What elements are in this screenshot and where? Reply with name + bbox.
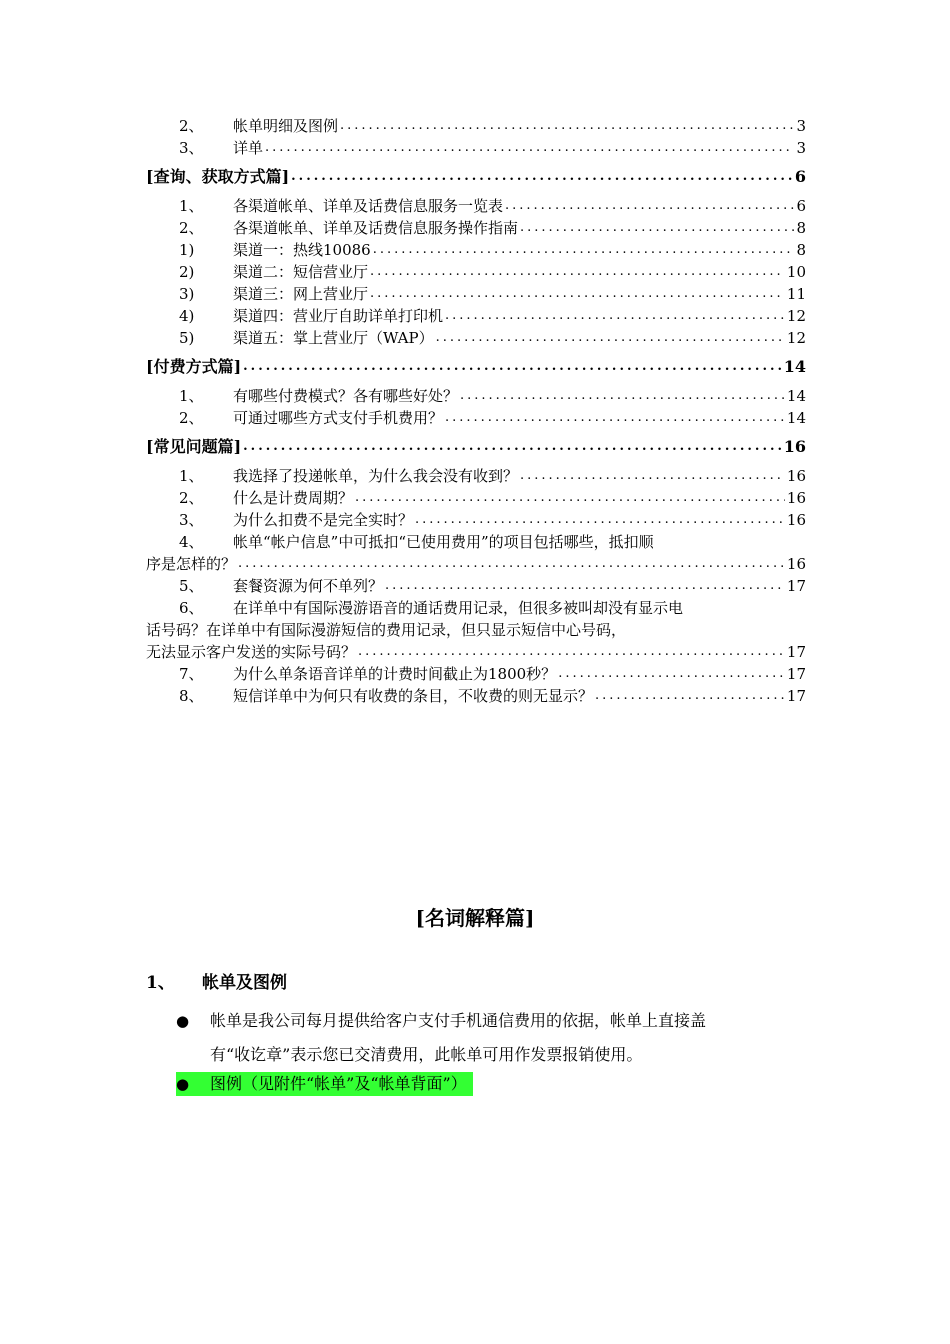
toc-row[interactable]: 4) 渠道四：营业厅自助详单打印机 ..... 12 <box>146 305 806 327</box>
toc-row[interactable]: 3) 渠道三：网上营业厅 ..... 11 <box>146 283 806 305</box>
table-of-contents <box>146 115 806 707</box>
toc-row[interactable]: 5、 套餐资源为何不单列？ ..... 17 <box>146 575 806 597</box>
toc-row-continuation[interactable]: 序是怎样的？ ..... 16 <box>146 553 806 575</box>
toc-section-heading[interactable]: [常见问题篇] ..... 16 <box>146 435 806 459</box>
toc-row[interactable]: 2) 渠道二：短信营业厅 ..... 10 <box>146 261 806 283</box>
list-item <box>176 1072 808 1096</box>
highlighted-text: ●图例（见附件“帐单”及“帐单背面”） <box>176 1072 473 1096</box>
toc-row[interactable]: 8、 短信详单中为何只有收费的条目，不收费的则无显示？ ..... 17 <box>146 685 806 707</box>
list-item: ● 帐单是我公司每月提供给客户支付手机通信费用的依据，帐单上直接盖 <box>176 1004 808 1038</box>
toc-row[interactable]: 1、 我选择了投递帐单，为什么我会没有收到？ ..... 16 <box>146 465 806 487</box>
toc-row[interactable]: 3、 详单 ..... 3 <box>146 137 806 159</box>
toc-row-multiline[interactable]: 6、 在详单中有国际漫游语音的通话费用记录，但很多被叫却没有显示电 <box>179 599 684 617</box>
bullet-icon <box>176 1004 210 1038</box>
toc-row[interactable]: 2、 什么是计费周期？ ..... 16 <box>146 487 806 509</box>
subsection-heading: 1、 帐单及图例 <box>146 973 287 993</box>
list-item-continuation: 有“收讫章”表示您已交清费用，此帐单可用作发票报销使用。 <box>210 1045 643 1064</box>
toc-row[interactable]: 1、 各渠道帐单、详单及话费信息服务一览表 ..... 6 <box>146 195 806 217</box>
toc-row[interactable]: 1) 渠道一：热线10086 ..... 8 <box>146 239 806 261</box>
toc-row[interactable]: 5) 渠道五：掌上营业厅（WAP） ..... 12 <box>146 327 806 349</box>
toc-row[interactable]: 3、 为什么扣费不是完全实时？ ..... 16 <box>146 509 806 531</box>
toc-row[interactable]: 1、 有哪些付费模式？各有哪些好处？ ..... 14 <box>146 385 806 407</box>
toc-row-multiline[interactable]: 4、 帐单“帐户信息”中可抵扣“已使用费用”的项目包括哪些，抵扣顺 <box>179 533 654 551</box>
bullet-icon <box>176 1072 210 1096</box>
toc-section-heading[interactable]: [付费方式篇] ..... 14 <box>146 355 806 379</box>
toc-row-continuation: 话号码？在详单中有国际漫游短信的费用记录，但只显示短信中心号码， <box>146 621 627 639</box>
section-title: [名词解释篇] <box>415 906 535 930</box>
toc-row-continuation[interactable]: 无法显示客户发送的实际号码？ ..... 17 <box>146 641 806 663</box>
toc-row[interactable]: 7、 为什么单条语音详单的计费时间截止为1800秒？ ..... 17 <box>146 663 806 685</box>
toc-section-heading[interactable]: [查询、获取方式篇] ..... 6 <box>146 165 806 189</box>
toc-row[interactable]: 2、 帐单明细及图例 ..... 3 <box>146 115 806 137</box>
toc-row[interactable]: 2、 可通过哪些方式支付手机费用？ ..... 14 <box>146 407 806 429</box>
toc-row[interactable]: 2、 各渠道帐单、详单及话费信息服务操作指南 ..... 8 <box>146 217 806 239</box>
bullet-list <box>176 1004 808 1096</box>
